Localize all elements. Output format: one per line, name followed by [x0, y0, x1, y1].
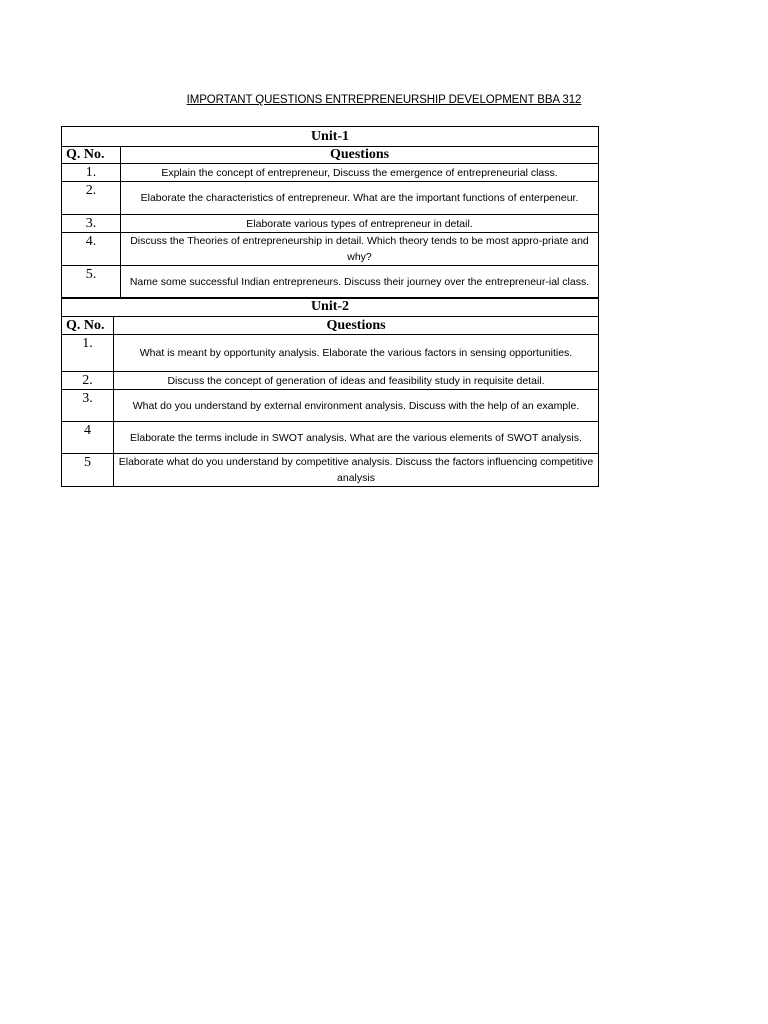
table-row — [62, 266, 599, 299]
question-text: Discuss the Theories of entrepreneurship in detail. Which theory tends to be most appro-priate and why? — [121, 233, 599, 266]
question-number: 5 — [62, 454, 114, 487]
question-text: Elaborate the terms include in SWOT analysis. What are the various elements of SWOT analysis. — [114, 422, 599, 454]
document-title: IMPORTANT QUESTIONS ENTREPRENEURSHIP DEVELOPMENT BBA 312 — [186, 94, 582, 106]
question-number: 3. — [62, 215, 121, 233]
table-row — [62, 215, 599, 233]
unit-2-table — [61, 297, 599, 487]
question-number: 2. — [62, 372, 114, 390]
unit-1-table — [61, 126, 599, 299]
table-row — [62, 454, 599, 487]
table-row — [62, 372, 599, 390]
questions-column-header: Questions — [121, 147, 599, 164]
question-number: 4 — [62, 422, 114, 454]
question-text: What is meant by opportunity analysis. Elaborate the various factors in sensing opportunities. — [114, 335, 599, 372]
question-text: Elaborate what do you understand by competitive analysis. Discuss the factors influencing competitive analysis — [114, 454, 599, 487]
qno-column-header: Q. No. — [62, 147, 121, 164]
table-row — [62, 422, 599, 454]
unit-heading: Unit-1 — [62, 127, 599, 147]
question-number: 2. — [62, 182, 121, 215]
qno-column-header: Q. No. — [62, 317, 114, 335]
question-text: Elaborate various types of entrepreneur in detail. — [121, 215, 599, 233]
questions-column-header: Questions — [114, 317, 599, 335]
question-number: 4. — [62, 233, 121, 266]
table-row — [62, 164, 599, 182]
question-text: Elaborate the characteristics of entrepreneur. What are the important functions of enterpeneur. — [121, 182, 599, 215]
table-row — [62, 335, 599, 372]
question-number: 1. — [62, 335, 114, 372]
table-row — [62, 233, 599, 266]
unit-heading: Unit-2 — [62, 298, 599, 317]
question-text: Discuss the concept of generation of ideas and feasibility study in requisite detail. — [114, 372, 599, 390]
question-number: 1. — [62, 164, 121, 182]
question-text: Name some successful Indian entrepreneurs. Discuss their journey over the entrepreneur-ial class. — [121, 266, 599, 299]
question-number: 5. — [62, 266, 121, 299]
table-row — [62, 390, 599, 422]
table-row — [62, 182, 599, 215]
question-text: What do you understand by external environment analysis. Discuss with the help of an example. — [114, 390, 599, 422]
question-number: 3. — [62, 390, 114, 422]
question-text: Explain the concept of entrepreneur, Discuss the emergence of entrepreneurial class. — [121, 164, 599, 182]
